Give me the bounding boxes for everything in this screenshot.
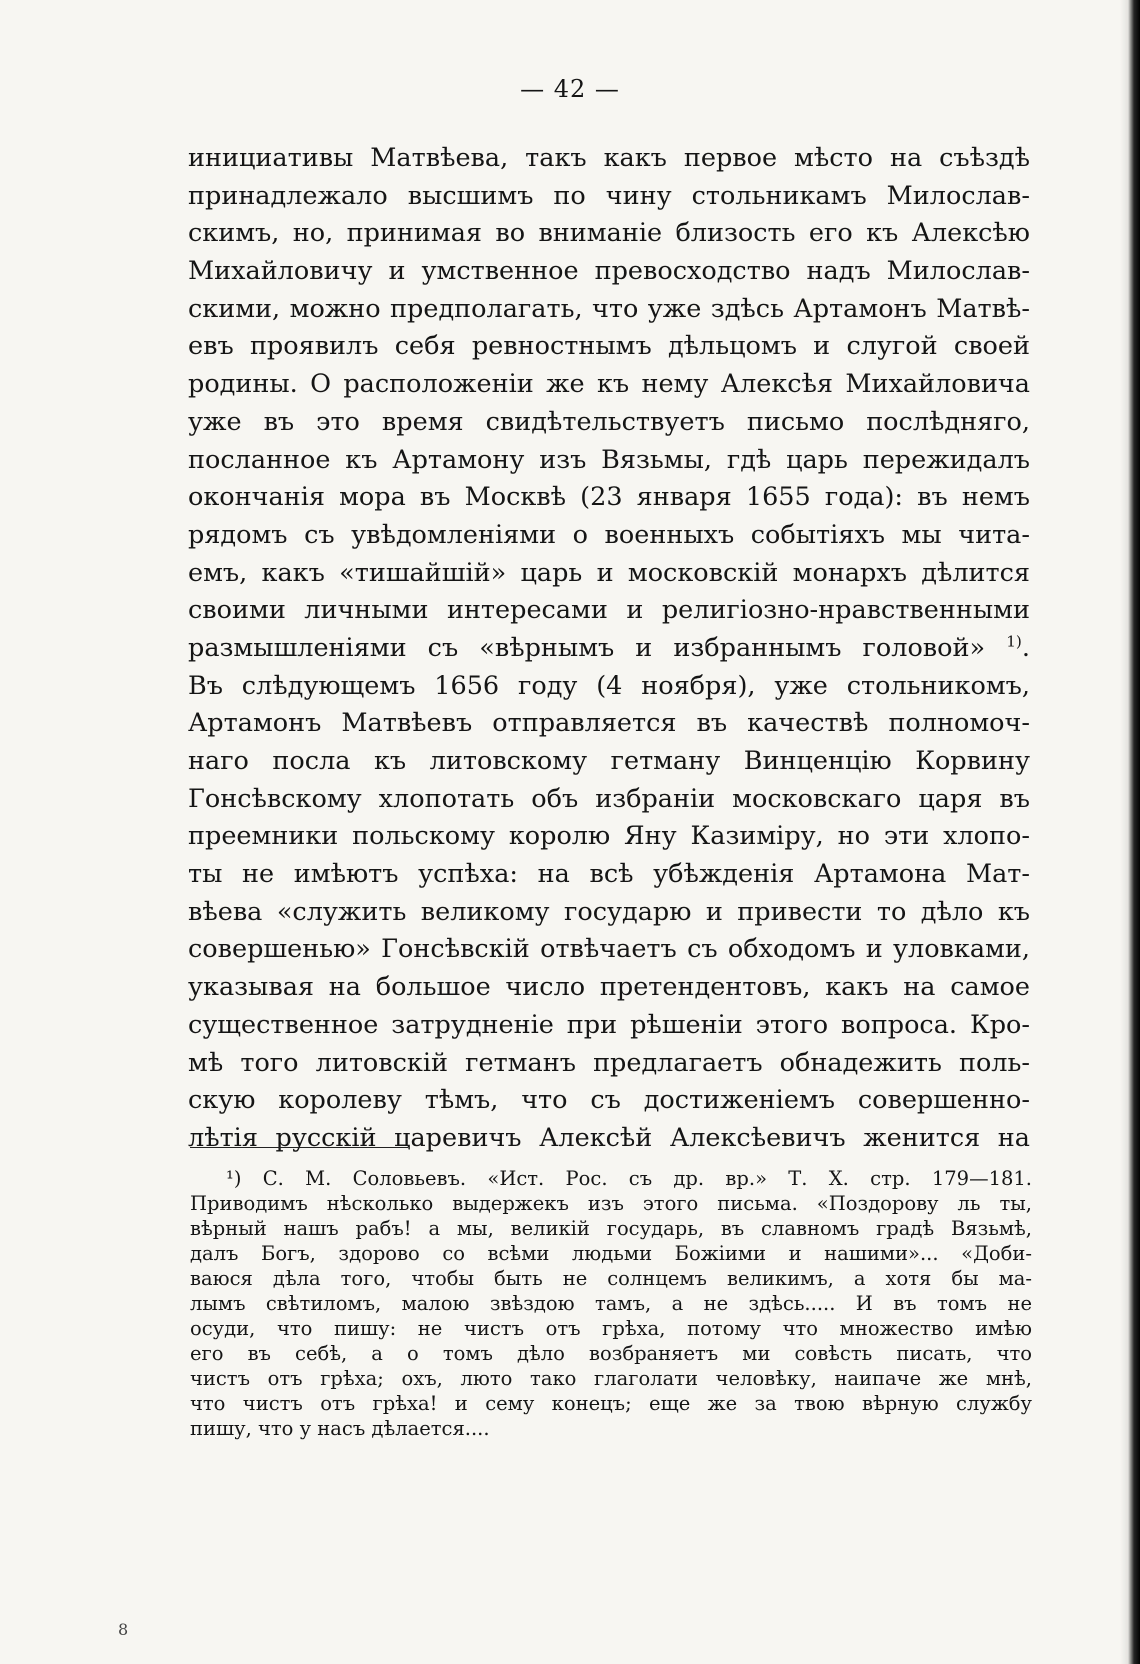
footnote-line: его въ себѣ, а о томъ дѣло возбраняетъ ми совѣсть писать, что	[190, 1342, 1032, 1365]
text-line: мѣ того литовскій гетманъ предлагаетъ обнадежить поль-	[188, 1047, 1030, 1078]
text-line: принадлежало высшимъ по чину стольникамъ Милослав-	[188, 180, 1030, 211]
footnote-reference[interactable]: 1)	[1006, 632, 1022, 651]
page-edge-shadow	[1120, 0, 1140, 1664]
text-line: существенное затрудненіе при рѣшеніи этого вопроса. Кро-	[188, 1009, 1030, 1040]
text-line-with-footnote	[188, 630, 1030, 668]
page-number: — 42 —	[520, 75, 620, 103]
footnote-divider	[190, 1147, 408, 1148]
footnote-line: далъ Богъ, здорово со всѣми людьми Божіими и нашими»... «Доби-	[190, 1242, 1032, 1265]
footnote-line: Приводимъ нѣсколько выдержекъ изъ этого письма. «Поздорову ль ты,	[190, 1192, 1032, 1215]
text-line: посланное къ Артамону изъ Вязьмы, гдѣ царь пережидалъ	[188, 444, 1030, 475]
text-line: евъ проявилъ себя ревностнымъ дѣльцомъ и слугой своей	[188, 331, 1030, 362]
footnote-line: ¹) С. М. Соловьевъ. «Ист. Рос. съ др. вр.» Т. X. стр. 179—181.	[226, 1167, 1032, 1190]
footnote-line: что чистъ отъ грѣха! и сему конецъ; еще же за твою вѣрную службу	[190, 1392, 1032, 1415]
text-line: Михайловичу и умственное превосходство надъ Милослав-	[188, 256, 1030, 287]
footnote-line: ваюся дѣла того, чтобы быть не солнцемъ великимъ, а хотя бы ма-	[190, 1267, 1032, 1290]
margin-mark: 8	[118, 1620, 129, 1639]
text-line: своими личными интересами и религіозно-нравственными	[188, 595, 1030, 626]
text-line: Артамонъ Матвѣевъ отправляется въ качествѣ полномоч-	[188, 708, 1030, 739]
footnote-line: чистъ отъ грѣха; охъ, люто тако глаголати человѣку, наипаче же мнѣ,	[190, 1367, 1032, 1390]
text-line: лѣтія русскій царевичъ Алексѣй Алексѣевичъ женится на	[188, 1122, 1030, 1153]
text-line: емъ, какъ «тишайшій» царь и московскій монархъ дѣлится	[188, 557, 1030, 588]
text-line: вѣева «служить великому государю и привести то дѣло къ	[188, 896, 1030, 927]
text-line: скимъ, но, принимая во вниманіе близость его къ Алексѣю	[188, 218, 1030, 249]
text-line: ты не имѣютъ успѣха: на всѣ убѣжденія Артамона Мат-	[188, 859, 1030, 890]
footnote-line: лымъ свѣтиломъ, малою звѣздою тамъ, а не здѣсь..... И въ томъ не	[190, 1292, 1032, 1315]
text-line: уже въ это время свидѣтельствуетъ письмо послѣдняго,	[188, 406, 1030, 437]
text-line: рядомъ съ увѣдомленіями о военныхъ событіяхъ мы чита-	[188, 519, 1030, 550]
text-line: наго посла къ литовскому гетману Винценцію Корвину	[188, 746, 1030, 776]
footnote-line: осуди, что пишу: не чистъ отъ грѣха, потому что множество имѣю	[190, 1317, 1032, 1340]
text-line-content: размышленіями съ «вѣрнымъ и избраннымъ головой»	[188, 632, 986, 663]
text-line: родины. О расположеніи же къ нему Алексѣя Михайловича	[188, 369, 1030, 400]
text-line: скими, можно предполагать, что уже здѣсь Артамонъ Матвѣ-	[188, 293, 1030, 324]
main-text	[188, 140, 1030, 1158]
text-line: окончанія мора въ Москвѣ (23 января 1655 года): въ немъ	[188, 482, 1030, 513]
text-line: преемники польскому королю Яну Казиміру, но эти хлопо-	[188, 821, 1030, 852]
text-line: скую королеву тѣмъ, что съ достиженіемъ совершенно-	[188, 1085, 1030, 1116]
text-line: совершенью» Гонсѣвскій отвѣчаетъ съ обходомъ и уловками,	[188, 934, 1030, 965]
footnotes	[190, 1166, 1032, 1441]
text-line: Гонсѣвскому хлопотать объ избраніи московскаго царя въ	[188, 783, 1030, 814]
text-line: Въ слѣдующемъ 1656 году (4 ноября), уже стольникомъ,	[188, 670, 1030, 701]
text-line: инициативы Матвѣева, такъ какъ первое мѣсто на съѣздѣ	[188, 143, 1030, 173]
footnote-line: вѣрный нашъ рабъ! а мы, великій государь, въ славномъ градѣ Вязьмѣ,	[190, 1217, 1032, 1240]
text-line: указывая на большое число претендентовъ, какъ на самое	[188, 972, 1030, 1003]
footnote-line: пишу, что у насъ дѣлается....	[190, 1417, 490, 1440]
footnote-reference-tail: .	[1021, 632, 1030, 663]
